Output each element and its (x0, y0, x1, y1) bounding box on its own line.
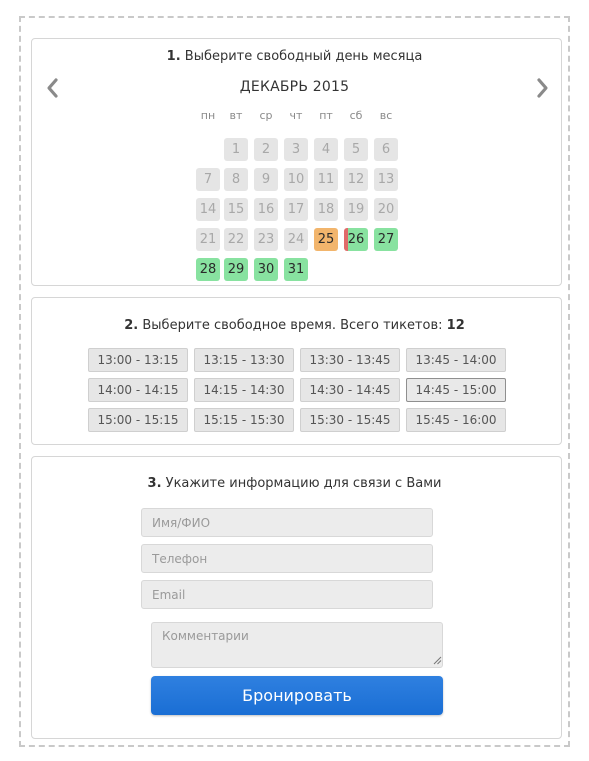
time-slot[interactable]: 15:30 - 15:45 (300, 408, 400, 432)
time-slot[interactable]: 14:45 - 15:00 (406, 378, 506, 402)
time-slot[interactable]: 14:00 - 14:15 (88, 378, 188, 402)
weekday-label: сб (349, 109, 363, 122)
calendar-day-1: 1 (224, 138, 248, 161)
contact-panel-title (0, 476, 589, 491)
comment-textarea[interactable] (151, 622, 443, 668)
calendar-day-18: 18 (314, 198, 338, 221)
calendar-day-24: 24 (284, 228, 308, 251)
calendar-day-14: 14 (196, 198, 220, 221)
name-input[interactable] (141, 508, 433, 537)
calendar-day-13: 13 (374, 168, 398, 191)
calendar-day-21: 21 (196, 228, 220, 251)
step-number: 2. (124, 318, 139, 333)
calendar-day-16: 16 (254, 198, 278, 221)
weekday-label: чт (289, 109, 303, 122)
calendar-day-17: 17 (284, 198, 308, 221)
time-slot[interactable]: 14:30 - 14:45 (300, 378, 400, 402)
calendar-day-29[interactable]: 29 (224, 258, 248, 281)
time-slot[interactable]: 15:45 - 16:00 (406, 408, 506, 432)
calendar-day-6: 6 (374, 138, 398, 161)
weekday-label: пн (200, 109, 216, 122)
calendar-day-10: 10 (284, 168, 308, 191)
book-button[interactable]: Бронировать (151, 676, 443, 715)
calendar-day-9: 9 (254, 168, 278, 191)
time-panel-title (0, 318, 589, 333)
step-title: Выберите свободный день месяца (184, 49, 423, 64)
step-title: Выберите свободное время. Всего тикетов: (142, 318, 443, 333)
calendar-day-15: 15 (224, 198, 248, 221)
time-slot[interactable]: 13:00 - 13:15 (88, 348, 188, 372)
calendar-day-26[interactable]: 26 (344, 228, 368, 251)
email-input[interactable] (141, 580, 433, 609)
calendar-day-30[interactable]: 30 (254, 258, 278, 281)
calendar-day-2: 2 (254, 138, 278, 161)
calendar-day-23: 23 (254, 228, 278, 251)
time-slot[interactable]: 13:30 - 13:45 (300, 348, 400, 372)
weekday-label: пт (319, 109, 333, 122)
time-slot[interactable]: 15:00 - 15:15 (88, 408, 188, 432)
calendar-day-31[interactable]: 31 (284, 258, 308, 281)
step-number: 3. (147, 476, 162, 491)
phone-input[interactable] (141, 544, 433, 573)
calendar-day-3: 3 (284, 138, 308, 161)
calendar-day-22: 22 (224, 228, 248, 251)
time-slot[interactable]: 13:45 - 14:00 (406, 348, 506, 372)
calendar-day-7: 7 (196, 168, 220, 191)
time-slot[interactable]: 13:15 - 13:30 (194, 348, 294, 372)
ticket-count: 12 (446, 318, 465, 333)
calendar-day-20: 20 (374, 198, 398, 221)
weekday-label: вс (379, 109, 393, 122)
weekday-label: вт (229, 109, 243, 122)
calendar-day-11: 11 (314, 168, 338, 191)
calendar-day-4: 4 (314, 138, 338, 161)
step-title: Укажите информацию для связи с Вами (165, 476, 442, 491)
month-title: ДЕКАБРЬ 2015 (239, 79, 350, 95)
calendar-day-19: 19 (344, 198, 368, 221)
calendar-day-27[interactable]: 27 (374, 228, 398, 251)
resize-grip-icon[interactable] (433, 656, 442, 665)
calendar-day-8: 8 (224, 168, 248, 191)
calendar-panel-title (0, 49, 589, 64)
calendar-day-5: 5 (344, 138, 368, 161)
time-slot[interactable]: 14:15 - 14:30 (194, 378, 294, 402)
time-slot[interactable]: 15:15 - 15:30 (194, 408, 294, 432)
step-number: 1. (166, 49, 181, 64)
calendar-day-25[interactable]: 25 (314, 228, 338, 251)
calendar-day-28[interactable]: 28 (196, 258, 220, 281)
weekday-label: ср (259, 109, 273, 122)
calendar-day-12: 12 (344, 168, 368, 191)
